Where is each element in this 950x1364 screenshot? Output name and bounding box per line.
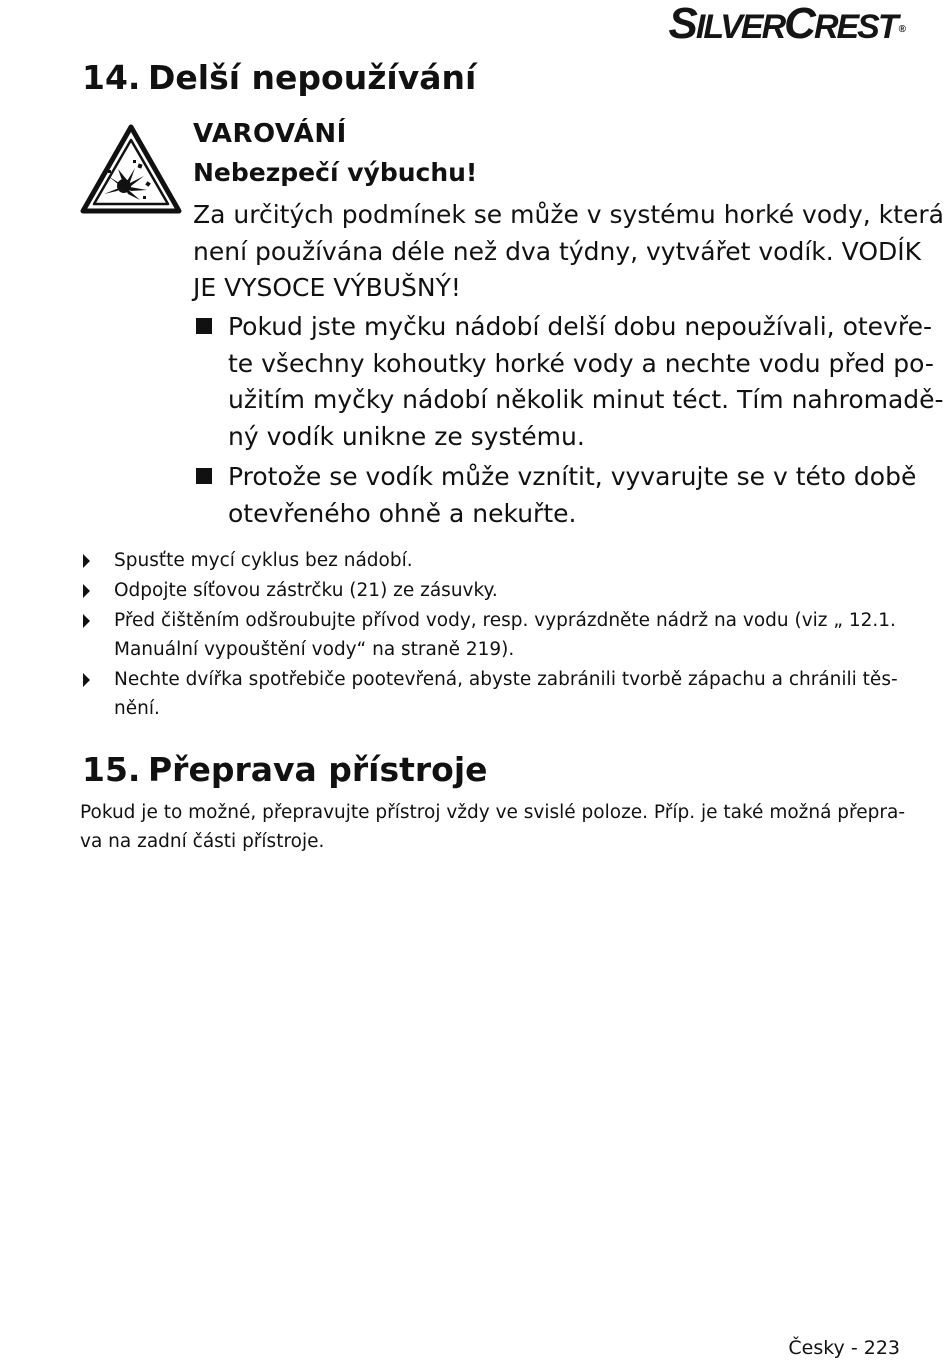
text-line: JE VYSOCE VÝBUŠNÝ! (193, 273, 461, 302)
logo-letters: ILVER (695, 8, 785, 46)
instruction-step (80, 546, 900, 575)
section-15-paragraph (80, 798, 905, 856)
square-bullet-icon (196, 318, 212, 334)
warning-subtitle: Nebezpečí výbuchu! (193, 158, 478, 187)
text-line: Pokud je to možné, přepravujte přístroj vždy ve svislé poloze. Příp. je také možná přepra- (80, 802, 905, 823)
text-line: Pokud jste myčku nádobí delší dobu nepoužívali, otevře- (228, 312, 932, 341)
text-line: Manuální vypouštění vody“ na straně 219). (114, 639, 515, 660)
instruction-step (80, 606, 900, 664)
text-line: Protože se vodík může vznítit, vyvarujte se v této době (228, 462, 917, 491)
section-title: Přeprava přístroje (148, 750, 488, 789)
text-line: nění. (114, 698, 160, 719)
page-number: Česky - 223 (788, 1337, 900, 1359)
warning-title: VAROVÁNÍ (193, 119, 347, 149)
triangle-bullet-icon (83, 614, 90, 628)
logo-letter: C (784, 0, 814, 48)
text-line: Odpojte síťovou zástrčku (21) ze zásuvky. (114, 580, 498, 601)
section-number: 15. (82, 750, 141, 789)
square-bullet-icon (196, 468, 212, 484)
explosion-hazard-icon (80, 124, 182, 214)
text-line: Spusťte mycí cyklus bez nádobí. (114, 550, 413, 571)
warning-text (193, 197, 944, 307)
text-line: va na zadní části přístroje. (80, 831, 325, 852)
logo-letters: REST (813, 8, 897, 46)
triangle-bullet-icon (83, 554, 90, 568)
section-14-heading (82, 58, 476, 98)
logo-letter: S (668, 0, 696, 48)
warning-bullet (193, 309, 944, 455)
instruction-step (80, 576, 900, 605)
text-line: není používána déle než dva týdny, vytvářet vodík. VODÍK (193, 236, 922, 266)
triangle-bullet-icon (83, 584, 90, 598)
warning-bullet (193, 459, 917, 532)
section-15-heading (82, 750, 488, 790)
text-line: Za určitých podmínek se může v systému horké vody, která (193, 200, 944, 229)
triangle-bullet-icon (83, 673, 90, 687)
text-line: otevřeného ohně a nekuřte. (228, 498, 577, 528)
text-line: Před čištěním odšroubujte přívod vody, resp. vyprázdněte nádrž na vodu (viz „ 12.1. (114, 610, 896, 631)
text-line: ný vodík unikne ze systému. (228, 421, 585, 451)
text-line: užitím myčky nádobí několik minut téct. Tím nahromadě- (228, 385, 944, 414)
instruction-step (80, 665, 900, 723)
instruction-steps (80, 546, 900, 724)
text-line: te všechny kohoutky horké vody a nechte vodu před po- (228, 348, 934, 378)
registered-mark: ® (898, 24, 906, 35)
section-number: 14. (82, 58, 141, 97)
section-title: Delší nepoužívání (148, 58, 477, 97)
silvercrest-logo (669, 2, 904, 49)
text-line: Nechte dvířka spotřebiče pootevřená, abyste zabránili tvorbě zápachu a chránili těs- (114, 669, 898, 690)
